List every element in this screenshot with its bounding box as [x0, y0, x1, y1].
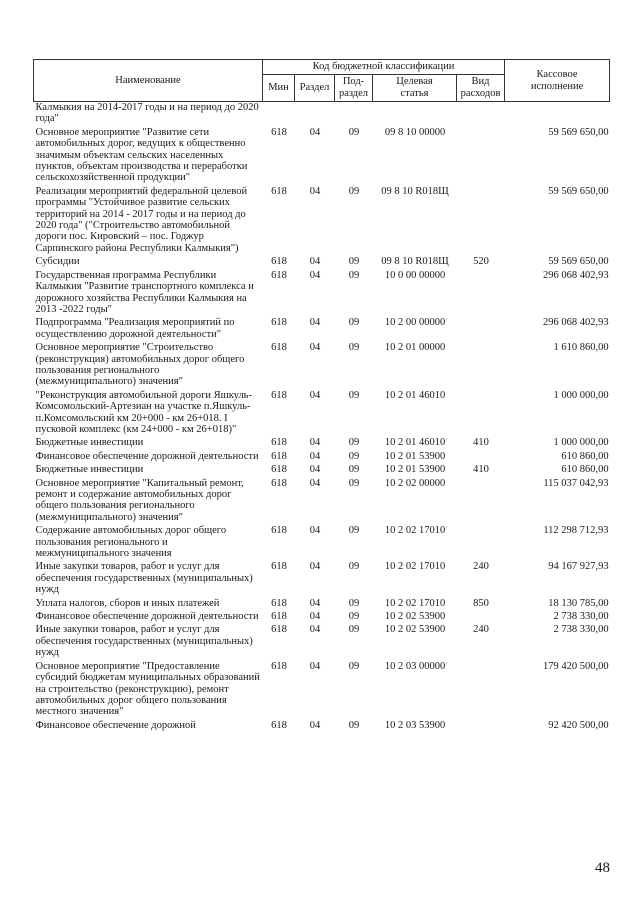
table-header [34, 60, 610, 102]
row-podrazdel-cell: 09 [348, 464, 360, 476]
row-podrazdel-cell: 09 [348, 269, 360, 281]
row-name-cell: Иные закупки товаров, работ и услуг для обеспечения государственных (муниципальных) нужд [35, 624, 253, 659]
table-row [34, 525, 610, 561]
row-vid-cell: 240 [473, 561, 489, 573]
row-razdel-cell: 04 [309, 561, 321, 573]
row-podrazdel-cell: 09 [348, 256, 360, 268]
row-vid-cell [457, 611, 505, 624]
table-row [34, 390, 610, 438]
row-amount-cell: 18 130 785,00 [548, 597, 609, 609]
table-row [34, 598, 610, 611]
row-razdel-cell: 04 [309, 464, 321, 476]
row-min-cell: 618 [271, 317, 287, 329]
row-statya-cell: 10 0 00 00000 [384, 269, 446, 281]
row-name-cell: Реализация мероприятий федеральной целевой программы "Устойчивое развитие сельских территорий на 2014 - 2017 годы и на период до 2020 года" ("Строительство автомобильной дороги пос. Кировский – пос. Годжур Сарпинского района Республики Калмыкия") [35, 185, 248, 254]
row-name-cell: Финансовое обеспечение дорожной деятельности [35, 611, 259, 623]
row-podrazdel-cell: 09 [348, 317, 360, 329]
row-razdel-cell: 04 [309, 624, 321, 636]
row-vid-cell [457, 390, 505, 438]
row-vid-cell: 850 [473, 597, 489, 609]
row-name-cell: Основное мероприятие "Развитие сети автомобильных дорог, ведущих к общественно значимым объектам сельских населенных пунктов, объектам производства и переработки сельскохозяйственной продукции" [35, 126, 248, 184]
row-vid-cell [457, 186, 505, 256]
table-row [34, 661, 610, 720]
row-min-cell: 618 [271, 269, 287, 281]
row-statya-cell: 10 2 01 53900 [384, 464, 446, 476]
row-min-cell: 618 [271, 464, 287, 476]
row-min-cell: 618 [271, 477, 287, 489]
table-row [34, 256, 610, 269]
row-podrazdel-cell: 09 [348, 561, 360, 573]
header-podrazdel: Под- раздел [335, 75, 373, 102]
row-amount-cell: 94 167 927,93 [548, 561, 609, 573]
table-body [34, 102, 610, 734]
row-min-cell: 618 [271, 185, 287, 197]
table-row [34, 720, 610, 733]
row-razdel-cell: 04 [309, 611, 321, 623]
row-podrazdel-cell [335, 102, 373, 127]
row-podrazdel-cell: 09 [348, 525, 360, 537]
row-min-cell: 618 [271, 389, 287, 401]
row-vid-cell [457, 525, 505, 561]
row-statya-cell: 10 2 02 53900 [384, 624, 446, 636]
row-name-cell: Основное мероприятие "Предоставление субсидий бюджетам муниципальных образований на строительство (реконструкцию), ремонт автомобильных дорог общего пользования местного значения" [35, 660, 260, 718]
row-name-cell: Подпрограмма "Реализация мероприятий по осуществлению дорожной деятельности" [35, 317, 235, 340]
row-statya-cell: 10 2 02 17010 [384, 561, 446, 573]
row-vid-cell [457, 317, 505, 342]
row-name-cell: Калмыкия на 2014-2017 годы и на период до 2020 года" [35, 102, 259, 125]
row-podrazdel-cell: 09 [348, 477, 360, 489]
row-amount-cell: 115 037 042,93 [543, 477, 609, 489]
row-min-cell: 618 [271, 660, 287, 672]
row-podrazdel-cell: 09 [348, 611, 360, 623]
header-vid: Вид расходов [457, 75, 505, 102]
header-statya: Целевая статья [373, 75, 457, 102]
header-code-group: Код бюджетной классификации [263, 60, 505, 75]
row-vid-cell [457, 720, 505, 733]
row-vid-cell: 410 [473, 437, 489, 449]
table-row [34, 102, 610, 127]
row-amount-cell: 1 000 000,00 [553, 437, 609, 449]
row-razdel-cell: 04 [309, 660, 321, 672]
header-name: Наименование [34, 60, 263, 102]
row-vid-cell [457, 342, 505, 390]
row-name-cell: Содержание автомобильных дорог общего пользования регионального и межмуниципального значения [35, 525, 227, 560]
row-razdel-cell: 04 [309, 597, 321, 609]
row-razdel-cell: 04 [309, 437, 321, 449]
row-name-cell: Субсидии [35, 256, 80, 268]
row-podrazdel-cell: 09 [348, 719, 360, 731]
row-name-cell: "Реконструкция автомобильной дороги Яшкуль-Комсомольский-Артезиан на участке п.Яшкуль-п.Комсомольский км 20+000 - км 26+018. I пусковой комплекс (км 24+000 - км 26+018)" [35, 389, 252, 435]
row-min-cell: 618 [271, 126, 287, 138]
row-min-cell: 618 [271, 525, 287, 537]
table-row [34, 561, 610, 597]
row-razdel-cell: 04 [309, 256, 321, 268]
row-min-cell: 618 [271, 561, 287, 573]
table-row [34, 451, 610, 464]
row-razdel-cell: 04 [309, 719, 321, 731]
row-name-cell: Бюджетные инвестиции [35, 437, 144, 449]
row-amount-cell: 59 569 650,00 [548, 126, 609, 138]
row-min-cell: 618 [271, 597, 287, 609]
row-name-cell: Финансовое обеспечение дорожной [35, 719, 196, 731]
table-row [34, 270, 610, 318]
row-name-cell: Уплата налогов, сборов и иных платежей [35, 597, 220, 609]
row-podrazdel-cell: 09 [348, 126, 360, 138]
row-amount-cell: 59 569 650,00 [548, 185, 609, 197]
row-min-cell: 618 [271, 719, 287, 731]
row-razdel-cell: 04 [309, 126, 321, 138]
table-row [34, 624, 610, 660]
row-vid-cell [457, 451, 505, 464]
row-name-cell: Основное мероприятие "Строительство (реконструкция) автомобильных дорог общего пользования регионального (межмуниципального) значения" [35, 342, 245, 388]
row-amount-cell: 112 298 712,93 [543, 525, 609, 537]
row-statya-cell: 09 8 10 R018Щ [381, 256, 449, 268]
row-amount-cell: 92 420 500,00 [548, 719, 609, 731]
row-min-cell: 618 [271, 450, 287, 462]
row-name-cell: Финансовое обеспечение дорожной деятельности [35, 450, 259, 462]
row-podrazdel-cell: 09 [348, 624, 360, 636]
row-amount-cell: 610 860,00 [561, 464, 609, 476]
row-statya-cell [373, 102, 457, 127]
table-row [34, 342, 610, 390]
row-amount-cell: 296 068 402,93 [542, 317, 609, 329]
row-vid-cell: 520 [473, 256, 489, 268]
table-row [34, 437, 610, 450]
row-razdel-cell: 04 [309, 269, 321, 281]
row-podrazdel-cell: 09 [348, 437, 360, 449]
row-razdel-cell: 04 [309, 525, 321, 537]
row-vid-cell [457, 661, 505, 720]
row-min-cell: 618 [271, 624, 287, 636]
row-min-cell: 618 [271, 342, 287, 354]
row-razdel-cell: 04 [309, 450, 321, 462]
row-amount-cell: 1 610 860,00 [553, 342, 609, 354]
row-amount-cell: 1 000 000,00 [553, 389, 609, 401]
row-min-cell: 618 [271, 437, 287, 449]
row-podrazdel-cell: 09 [348, 185, 360, 197]
row-amount-cell: 2 738 330,00 [553, 624, 609, 636]
row-statya-cell: 10 2 01 46010 [384, 437, 446, 449]
row-name-cell: Основное мероприятие "Капитальный ремонт, ремонт и содержание автомобильных дорог общего пользования регионального (межмуниципального) значения" [35, 477, 244, 523]
row-statya-cell: 09 8 10 00000 [384, 126, 446, 138]
row-min-cell: 618 [271, 611, 287, 623]
row-podrazdel-cell: 09 [348, 342, 360, 354]
row-min-cell [263, 102, 295, 127]
row-min-cell: 618 [271, 256, 287, 268]
table-row [34, 611, 610, 624]
row-vid-cell [457, 270, 505, 318]
row-name-cell: Иные закупки товаров, работ и услуг для обеспечения государственных (муниципальных) нужд [35, 561, 253, 596]
row-vid-cell: 410 [473, 464, 489, 476]
row-amount-cell: 59 569 650,00 [548, 256, 609, 268]
row-podrazdel-cell: 09 [348, 450, 360, 462]
table-row [34, 317, 610, 342]
table-row [34, 464, 610, 477]
row-statya-cell: 09 8 10 R018Щ [381, 185, 449, 197]
row-amount-cell [505, 102, 610, 127]
row-statya-cell: 10 2 02 17010 [384, 597, 446, 609]
row-vid-cell [457, 127, 505, 186]
row-statya-cell: 10 2 00 00000 [384, 317, 446, 329]
row-razdel-cell: 04 [309, 342, 321, 354]
row-vid-cell: 240 [473, 624, 489, 636]
row-razdel-cell: 04 [309, 477, 321, 489]
row-amount-cell: 296 068 402,93 [542, 269, 609, 281]
table-row [34, 186, 610, 256]
table-row [34, 478, 610, 526]
row-razdel-cell: 04 [309, 389, 321, 401]
row-statya-cell: 10 2 01 53900 [384, 450, 446, 462]
row-razdel-cell: 04 [309, 317, 321, 329]
row-statya-cell: 10 2 01 46010 [384, 389, 446, 401]
row-razdel-cell [295, 102, 335, 127]
row-statya-cell: 10 2 03 53900 [384, 719, 446, 731]
row-amount-cell: 2 738 330,00 [553, 611, 609, 623]
header-amount: Кассовое исполнение [505, 60, 610, 102]
row-podrazdel-cell: 09 [348, 660, 360, 672]
row-statya-cell: 10 2 02 00000 [384, 477, 446, 489]
header-min: Мин [263, 75, 295, 102]
row-statya-cell: 10 2 01 00000 [384, 342, 446, 354]
table-row [34, 127, 610, 186]
row-name-cell: Государственная программа Республики Калмыкия "Развитие транспортного комплекса и дорожного хозяйства Республики Калмыкия на 2013 -2022 годы" [35, 269, 254, 315]
page-number: 48 [595, 860, 610, 876]
row-statya-cell: 10 2 02 17010 [384, 525, 446, 537]
row-amount-cell: 179 420 500,00 [542, 660, 609, 672]
row-podrazdel-cell: 09 [348, 597, 360, 609]
row-razdel-cell: 04 [309, 185, 321, 197]
row-vid-cell [457, 478, 505, 526]
budget-table [33, 59, 610, 733]
row-name-cell: Бюджетные инвестиции [35, 464, 144, 476]
row-amount-cell: 610 860,00 [561, 450, 609, 462]
row-podrazdel-cell: 09 [348, 389, 360, 401]
header-razdel: Раздел [295, 75, 335, 102]
row-statya-cell: 10 2 03 00000 [384, 660, 446, 672]
row-vid-cell [457, 102, 505, 127]
row-statya-cell: 10 2 02 53900 [384, 611, 446, 623]
